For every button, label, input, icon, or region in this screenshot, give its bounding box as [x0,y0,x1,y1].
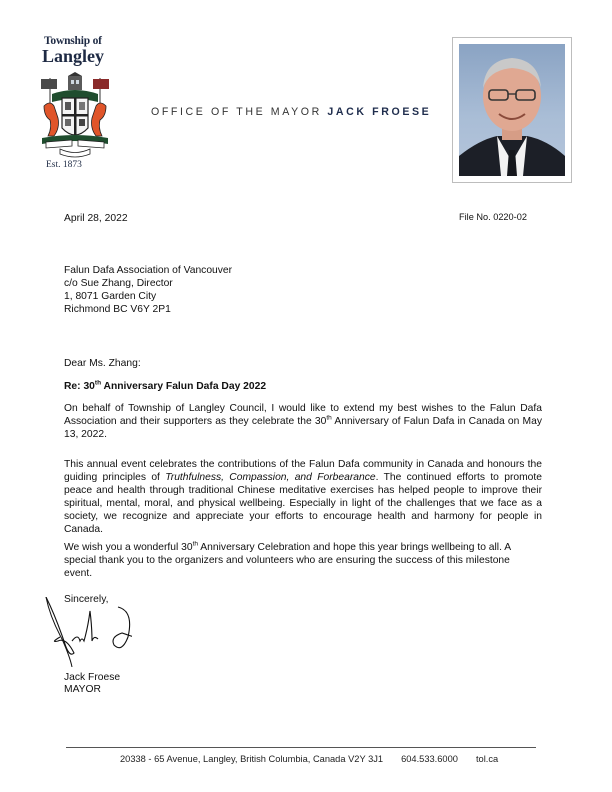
p2-principles: Truthfulness, Compassion, and Forbearance [165,472,376,483]
recipient-line: Falun Dafa Association of Vancouver [64,265,233,276]
footer-address: 20338 - 65 Avenue, Langley, British Columbia, Canada V2Y 3J1 [120,754,384,764]
file-number: File No. 0220-02 [459,212,527,222]
coat-of-arms-icon [38,72,112,158]
signer-name: Jack Froese [64,672,121,683]
salutation: Dear Ms. Zhang: [64,358,141,369]
p1-text-b: Anniversary of Falun Dafa in Canada on May 13, 2022. [64,416,542,440]
body-paragraph-3 [64,541,534,580]
letter-date: April 28, 2022 [64,213,128,224]
p2-text-a: This annual event celebrates the contributions of the Falun Dafa community in Canada and honours the guiding principles of [64,459,542,483]
subject-rest: Anniversary Falun Dafa Day 2022 [101,381,267,392]
body-paragraph-1 [64,402,542,441]
office-heading [151,106,431,118]
signer-title: MAYOR [64,684,101,695]
footer-website[interactable]: tol.ca [475,754,499,764]
recipient-line: c/o Sue Zhang, Director [64,278,173,289]
p2-text-b: . The continued efforts to promote peace and health through traditional Chinese meditative exercises has helped people to improve their spiritual, mental, moral, and physical wellbeing. Especially in light of the challenges that we face as a society, we recognize and appreciate your efforts to encourage health and harmony for people in Canada. [64,472,542,535]
portrait-icon [459,44,565,176]
mayor-name-heading: JACK FROESE [327,106,432,118]
recipient-line: 1, 8071 Garden City [64,291,157,302]
logo-langley: Langley [42,46,105,66]
mayor-portrait-image [459,44,565,176]
p3-text-b: Anniversary Celebration and hope this year brings wellbeing to all. A special thank you to the organizers and volunteers who are ensuring the success of this milestone event. [64,542,511,579]
p3-text-a: We wish you a wonderful 30 [64,542,193,553]
mayor-photo-frame [452,37,572,183]
p1-text-a: On behalf of Township of Langley Council, I would like to extend my best wishes to the Falun Dafa Association and their supporters as they celebrate the 30 [64,403,542,427]
footer-divider [66,747,536,748]
footer-phone: 604.533.6000 [401,754,458,764]
established-year: Est. 1873 [46,160,82,170]
subject-ordinal: th [94,379,102,387]
office-prefix: OFFICE OF THE MAYOR [151,106,322,118]
p3-ordinal: th [192,540,199,548]
subject-line [64,380,266,393]
signature-icon [36,597,132,667]
subject-prefix: Re: 30 [64,381,95,392]
footer-contact [120,754,498,764]
closing: Sincerely, [64,594,109,605]
recipient-address [64,264,232,316]
recipient-line: Richmond BC V6Y 2P1 [64,304,171,315]
p1-ordinal: th [326,414,332,422]
logo-township-of: Township of [44,35,102,47]
body-paragraph-2 [64,458,542,536]
